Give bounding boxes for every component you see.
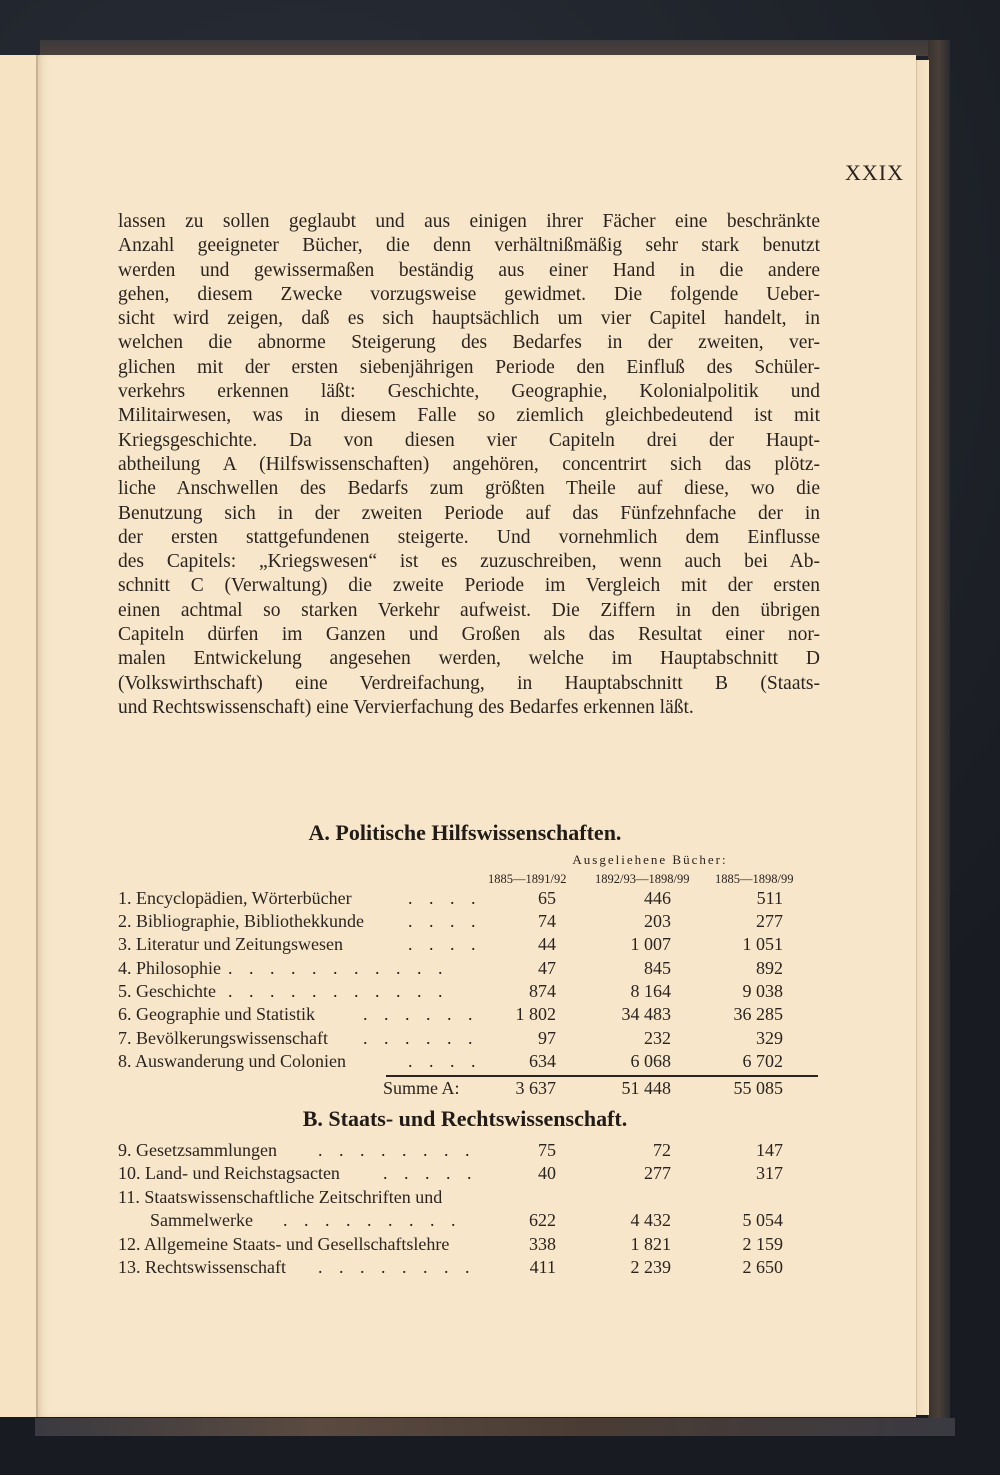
text-line: Militairwesen, was in diesem Falle so ziemlich gleichbedeutend ist mit bbox=[118, 405, 820, 427]
body-paragraph bbox=[118, 210, 820, 720]
text-line: Capiteln dürfen im Ganzen und Großen als das Resultat einer nor- bbox=[118, 624, 820, 646]
table-row: 12. Allgemeine Staats- und Gesellschaftslehre 338 1 821 2 159 bbox=[118, 1234, 783, 1254]
section-a-title: A. Politische Hilfswissenschaften. bbox=[308, 820, 622, 845]
text-line: Anzahl geeigneter Bücher, die denn verhältnißmäßig sehr stark benutzt bbox=[118, 235, 820, 257]
text-line: lassen zu sollen geglaubt und aus einigen ihrer Fächer eine beschränkte bbox=[118, 211, 820, 232]
table-row: 13. Rechtswissenschaft . . . . . . . . 411 2 239 2 650 bbox=[118, 1257, 783, 1277]
table-row: 5. Geschichte . . . . . . . . . . . 874 8 164 9 038 bbox=[118, 981, 783, 1001]
text-line: des Capitels: „Kriegswesen“ ist es zuzuschreiben, wenn auch bei Ab- bbox=[118, 551, 820, 573]
text-line: und Rechtswissenschaft) eine Vervierfachung des Bedarfes erkennen läßt. bbox=[118, 696, 694, 718]
table-row: 3. Literatur und Zeitungswesen . . . . 44 1 007 1 051 bbox=[118, 934, 783, 954]
section-b-title: B. Staats- und Rechtswissenschaft. bbox=[302, 1106, 628, 1131]
text-line: Benutzung sich in der zweiten Periode auf das Fünfzehnfache der in bbox=[118, 502, 820, 524]
sum-rule-divider bbox=[386, 1075, 818, 1077]
text-line: abtheilung A (Hilfswissenschaften) angehören, concentrirt sich das plötz- bbox=[118, 453, 820, 475]
cover-right-edge bbox=[928, 40, 950, 1435]
text-line: welchen die abnorme Steigerung des Bedarfes in der zweiten, ver- bbox=[118, 332, 820, 354]
text-line: der ersten stattgefundenen steigerte. Und vornehmlich dem Einflusse bbox=[118, 526, 820, 548]
table-row: 4. Philosophie . . . . . . . . . . . 47 845 892 bbox=[118, 958, 783, 978]
text-line: sicht wird zeigen, daß es sich hauptsächlich um vier Capitel handelt, in bbox=[118, 308, 820, 330]
column-group-caption: Ausgeliehene Bücher: bbox=[572, 852, 728, 867]
text-line: liche Anschwellen des Bedarfs zum größten Theile auf diese, wo die bbox=[118, 478, 820, 500]
left-page-sliver bbox=[0, 55, 38, 1417]
column-headers bbox=[478, 872, 823, 888]
page-stack-edge bbox=[916, 60, 929, 1415]
text-line: verkehrs erkennen läßt: Geschichte, Geographie, Kolonialpolitik und bbox=[118, 381, 820, 403]
text-line: werden und gewissermaßen beständig aus einer Hand in die andere bbox=[118, 259, 820, 281]
table-row: 8. Auswanderung und Colonien . . . . 634 6 068 6 702 bbox=[118, 1051, 783, 1071]
table-sum-row: Summe A: 3 637 51 448 55 085 bbox=[383, 1078, 783, 1098]
cover-top-edge bbox=[40, 40, 940, 56]
table-row: 9. Gesetzsammlungen . . . . . . . . 75 72 147 bbox=[118, 1140, 783, 1160]
table-row: 1. Encyclopädien, Wörterbücher . . . . 65 446 511 bbox=[118, 888, 783, 908]
table-row: 11. Staatswissenschaftliche Zeitschriften und bbox=[118, 1187, 443, 1207]
text-line: einen achtmal so starken Verkehr aufweist. Die Ziffern in den übrigen bbox=[118, 599, 820, 621]
table-row: Sammelwerke . . . . . . . . . 622 4 432 5 054 bbox=[150, 1210, 783, 1230]
text-line: gehen, diesem Zwecke vorzugsweise gewidmet. Die folgende Ueber- bbox=[118, 283, 820, 305]
column-header-period-2: 1892/93—1898/99 bbox=[595, 872, 690, 886]
column-header-period-1: 1885—1891/92 bbox=[488, 872, 567, 886]
text-line: schnitt C (Verwaltung) die zweite Periode im Vergleich mit der ersten bbox=[118, 575, 820, 597]
table-row: 2. Bibliographie, Bibliothekkunde . . . . 74 203 277 bbox=[118, 911, 783, 931]
text-line: malen Entwickelung angesehen werden, welche im Hauptabschnitt D bbox=[118, 648, 820, 670]
text-line: (Volkswirthschaft) eine Verdreifachung, in Hauptabschnitt B (Staats- bbox=[118, 672, 820, 694]
table-row: 10. Land- und Reichstagsacten . . . . . 40 277 317 bbox=[118, 1163, 783, 1183]
text-line: glichen mit der ersten siebenjährigen Periode den Einfluß des Schüler- bbox=[118, 356, 820, 378]
text-line: Kriegsgeschichte. Da von diesen vier Capiteln drei der Haupt- bbox=[118, 429, 820, 451]
table-row: 6. Geographie und Statistik . . . . . . 1 802 34 483 36 285 bbox=[118, 1004, 783, 1024]
table-row: 7. Bevölkerungswissenschaft . . . . . . 97 232 329 bbox=[118, 1028, 783, 1048]
cover-bottom-edge bbox=[35, 1418, 955, 1436]
page-number: XXIX bbox=[845, 160, 904, 185]
column-header-total: 1885—1898/99 bbox=[715, 872, 794, 886]
